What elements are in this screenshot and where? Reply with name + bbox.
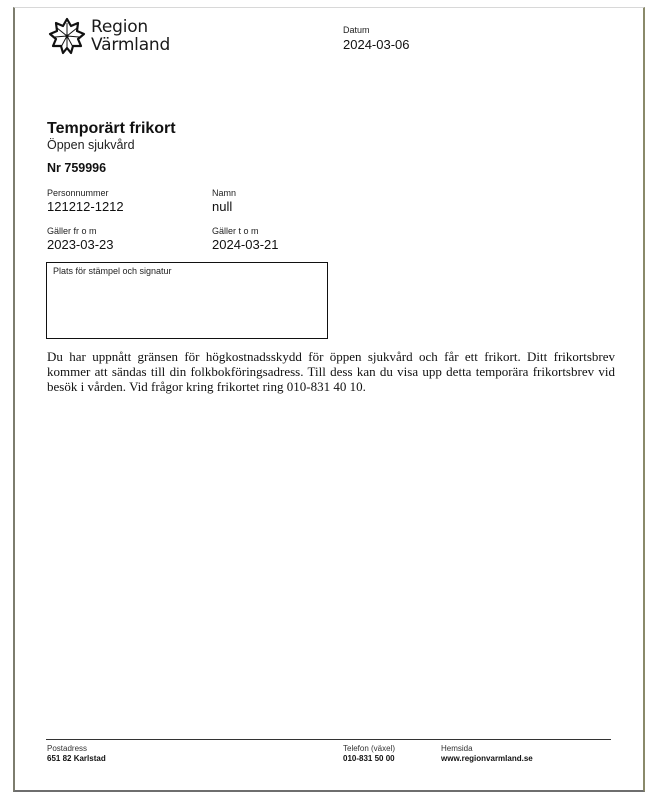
- document-number: Nr 759996: [47, 161, 107, 175]
- telefon-label: Telefon (växel): [343, 744, 396, 753]
- personnummer-label: Personnummer: [47, 188, 109, 198]
- valid-to-value: 2024-03-21: [212, 237, 279, 252]
- hemsida-link[interactable]: www.regionvarmland.se: [441, 754, 533, 763]
- postadress-label: Postadress: [47, 744, 88, 753]
- namn-value: null: [212, 199, 233, 214]
- document-title: Temporärt frikort: [47, 120, 176, 137]
- postadress-value: 651 82 Karlstad: [47, 754, 106, 763]
- valid-from-label: Gäller fr o m: [47, 226, 97, 236]
- document-subtitle: Öppen sjukvård: [47, 138, 135, 152]
- personnummer-value: 121212-1212: [47, 199, 124, 214]
- logo-line-2: Värmland: [91, 35, 171, 55]
- telefon-value: 010-831 50 00: [343, 754, 395, 763]
- valid-from-value: 2023-03-23: [47, 237, 114, 252]
- region-varmland-flower-icon: [47, 16, 87, 56]
- region-varmland-logo: [47, 16, 170, 56]
- hemsida-label: Hemsida: [441, 744, 473, 753]
- date-value: 2024-03-06: [343, 37, 410, 52]
- namn-label: Namn: [212, 188, 237, 198]
- date-label: Datum: [343, 25, 370, 35]
- valid-to-label: Gäller t o m: [212, 226, 259, 236]
- stamp-box-label: Plats för stämpel och signatur: [53, 266, 172, 276]
- logo-line-1: Region: [91, 17, 148, 37]
- logo-wordmark: [91, 18, 170, 54]
- footer-divider: [46, 739, 611, 740]
- stamp-signature-box: [46, 262, 328, 339]
- body-paragraph: Du har uppnått gränsen för högkostnadsskydd för öppen sjukvård och får ett frikort. Ditt frikortsbrev kommer att sändas till din folkbokföringsadress. Till dess kan du visa upp detta temporära frikortsbrev vid besök i vården. Vid frågor kring frikortet ring 010-831 40 10.: [47, 349, 615, 394]
